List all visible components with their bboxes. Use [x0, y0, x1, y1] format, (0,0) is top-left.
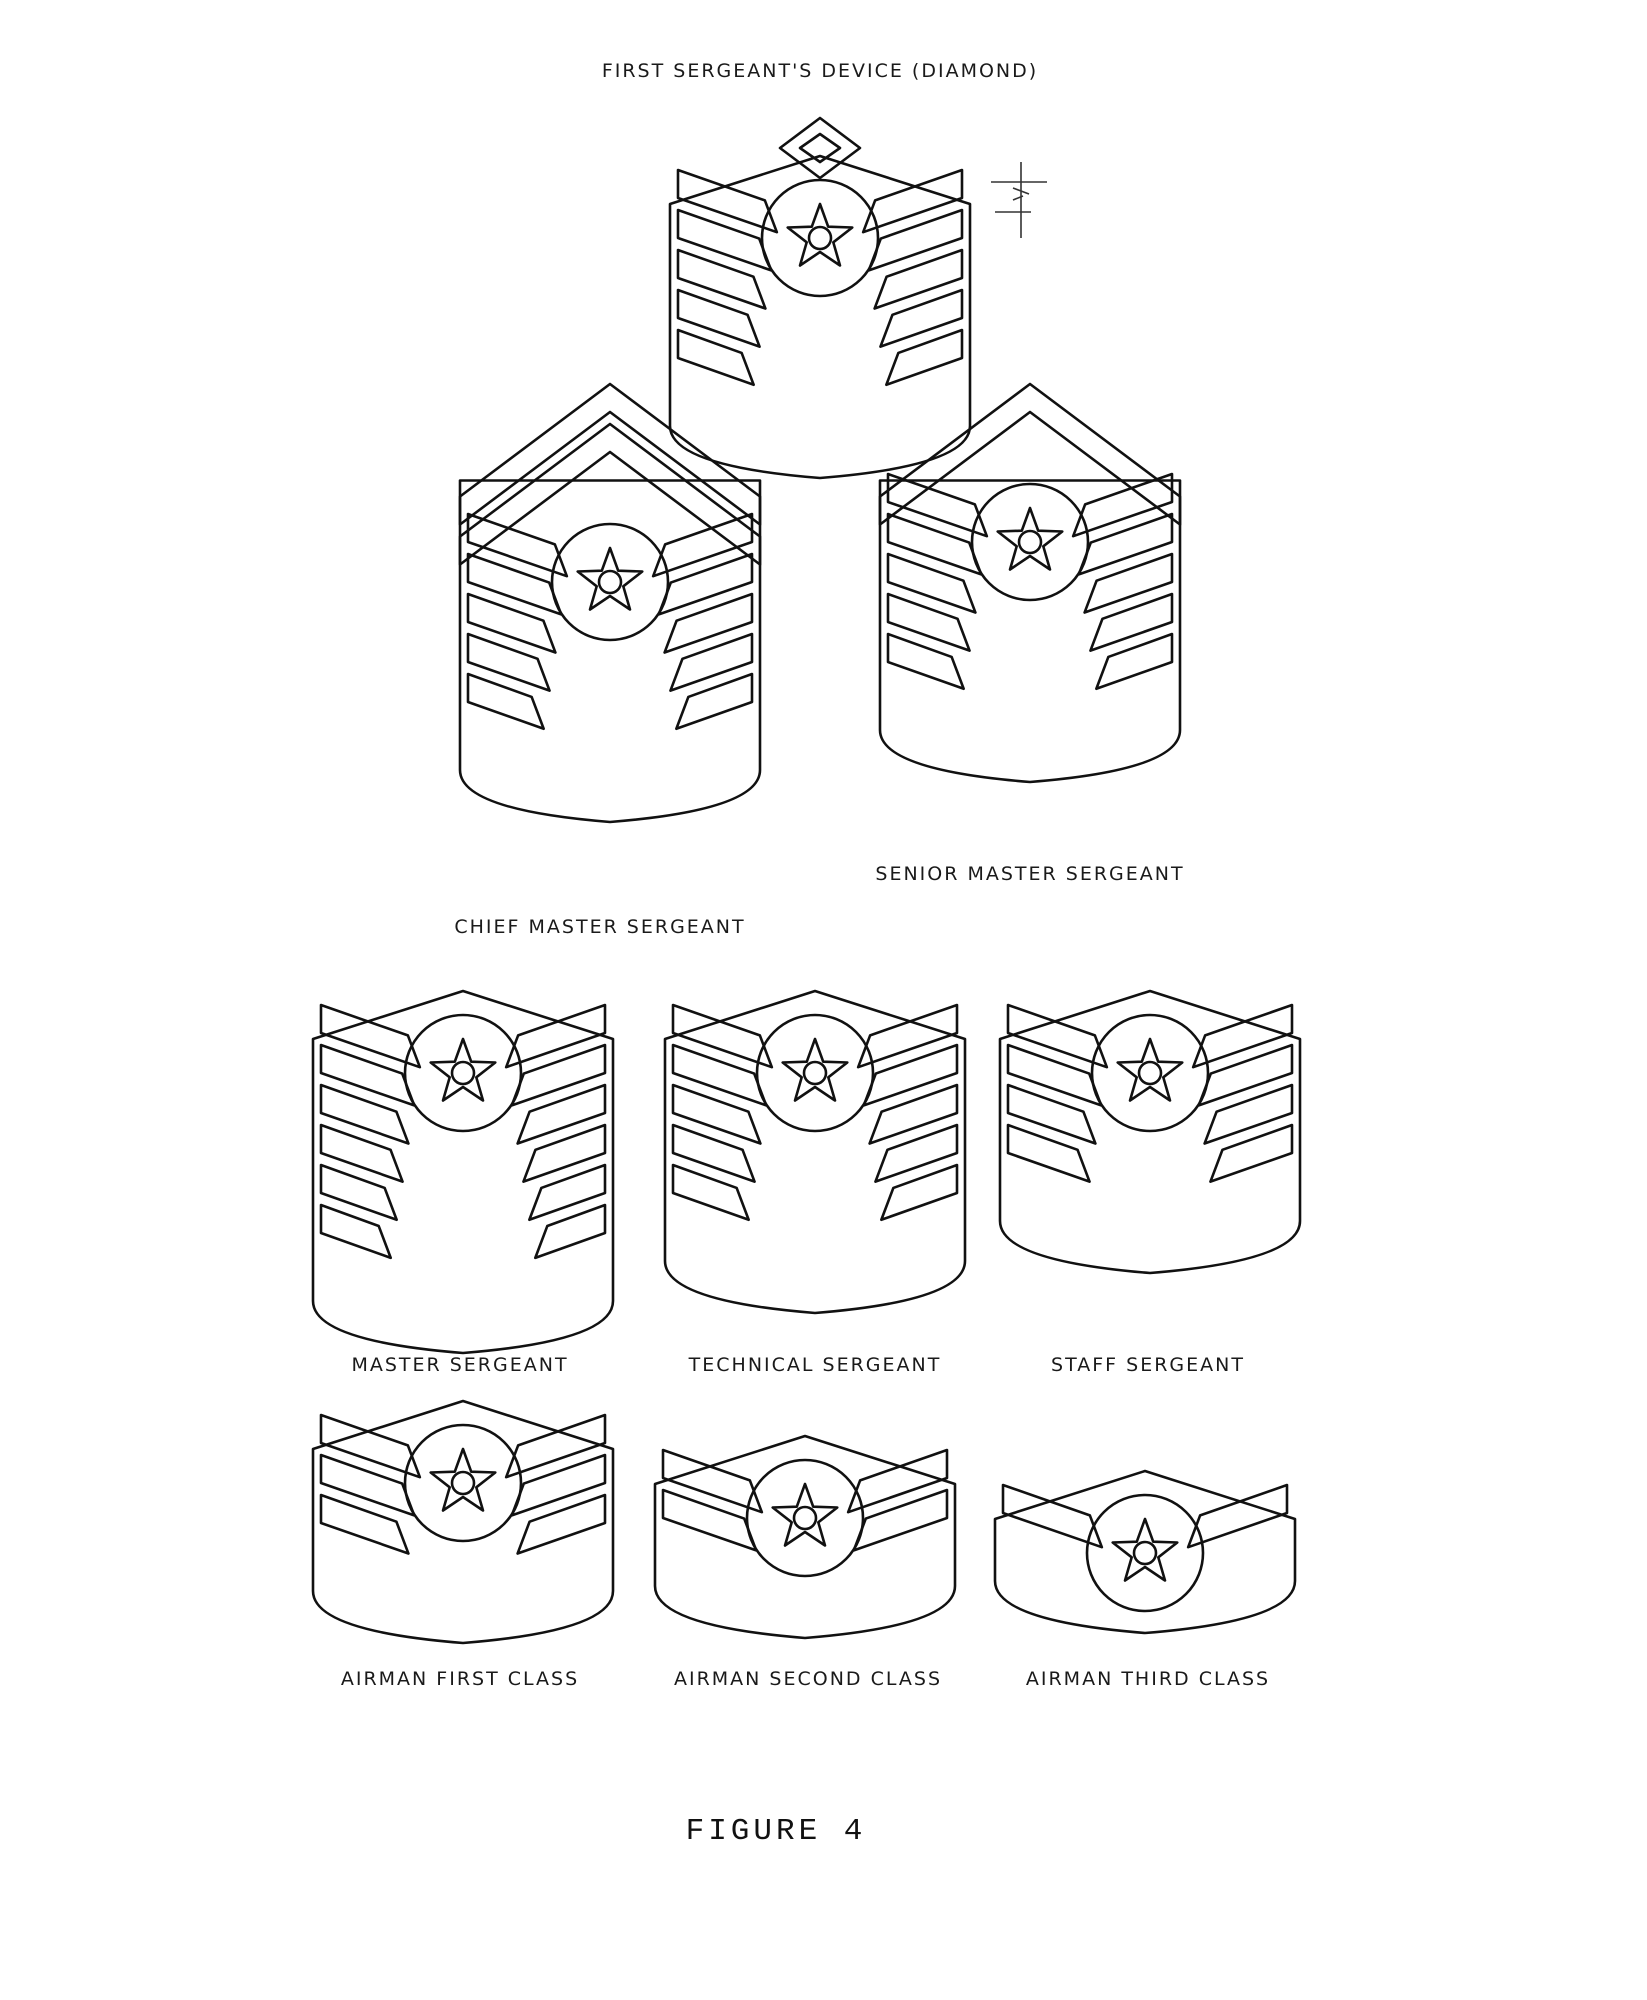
chief-master-sergeant-chevron-icon	[450, 380, 770, 890]
right-chevron-stripe	[1205, 1085, 1292, 1144]
star-center-circle-icon	[1019, 531, 1041, 553]
left-chevron-stripe	[321, 1125, 403, 1182]
master-sergeant-chevron-icon	[303, 985, 623, 1315]
right-chevron-stripe	[1085, 554, 1172, 613]
staff-sergeant-label: STAFF SERGEANT	[1051, 1354, 1245, 1376]
right-chevron-stripe	[512, 1455, 605, 1515]
insignia-outline	[655, 1436, 955, 1638]
right-chevron-stripe	[858, 1005, 957, 1067]
star-icon	[431, 1039, 496, 1101]
left-chevron-stripe	[663, 1490, 756, 1550]
left-chevron-stripe	[468, 554, 561, 614]
technical-sergeant-label: TECHNICAL SERGEANT	[688, 1354, 942, 1376]
airman-third-class-label: AIRMAN THIRD CLASS	[1025, 1668, 1271, 1690]
top-chevron-stripe	[880, 384, 1180, 525]
right-chevron-stripe	[518, 1495, 605, 1554]
right-chevron-stripe	[1079, 514, 1172, 574]
right-chevron-stripe	[506, 1415, 605, 1477]
emblem-circle-icon	[972, 484, 1088, 600]
right-chevron-stripe	[1188, 1485, 1287, 1547]
right-chevron-stripe	[1096, 634, 1172, 689]
airman-second-class-label: AIRMAN SECOND CLASS	[673, 1668, 943, 1690]
star-center-circle-icon	[1139, 1062, 1161, 1084]
right-chevron-stripe	[870, 1085, 957, 1144]
right-chevron-stripe	[653, 514, 752, 576]
right-chevron-stripe	[676, 674, 752, 729]
right-chevron-stripe	[875, 250, 962, 309]
airman-first-class-label: AIRMAN FIRST CLASS	[340, 1668, 580, 1690]
left-chevron-stripe	[888, 554, 975, 613]
right-chevron-stripe	[523, 1125, 605, 1182]
airman-first-class-chevron-icon	[303, 1395, 623, 1635]
left-chevron-stripe	[673, 1005, 772, 1067]
emblem-circle-icon	[552, 524, 668, 640]
star-icon	[1113, 1519, 1178, 1581]
left-chevron-stripe	[678, 250, 765, 309]
left-chevron-stripe	[321, 1495, 408, 1554]
emblem-circle-icon	[757, 1015, 873, 1131]
left-chevron-stripe	[321, 1045, 414, 1105]
star-center-circle-icon	[794, 1507, 816, 1529]
right-chevron-stripe	[875, 1125, 957, 1182]
right-chevron-stripe	[1210, 1125, 1292, 1182]
staff-sergeant-insignia	[990, 985, 1310, 1255]
first-sergeant-insignia	[660, 110, 980, 370]
left-chevron-stripe	[673, 1085, 760, 1144]
emblem-circle-icon	[747, 1460, 863, 1576]
star-icon	[431, 1449, 496, 1511]
right-chevron-stripe	[512, 1045, 605, 1105]
left-chevron-stripe	[1008, 1045, 1101, 1105]
senior-master-sergeant-insignia	[870, 380, 1190, 840]
star-icon	[998, 508, 1063, 570]
left-chevron-stripe	[1008, 1125, 1090, 1182]
diamond-inner-icon	[800, 134, 840, 162]
chief-master-sergeant-label: CHIEF MASTER SERGEANT	[454, 916, 746, 938]
star-icon	[773, 1484, 838, 1546]
star-center-circle-icon	[804, 1062, 826, 1084]
technical-sergeant-insignia	[655, 985, 975, 1285]
left-chevron-stripe	[468, 514, 567, 576]
emblem-circle-icon	[405, 1425, 521, 1541]
right-chevron-stripe	[864, 1045, 957, 1105]
first-sergeant-label: FIRST SERGEANT'S DEVICE (DIAMOND)	[601, 60, 1039, 82]
registration-mark-icon	[985, 160, 1055, 245]
left-chevron-stripe	[1003, 1485, 1102, 1547]
star-center-circle-icon	[452, 1062, 474, 1084]
left-chevron-stripe	[1008, 1085, 1095, 1144]
emblem-circle-icon	[1092, 1015, 1208, 1131]
right-chevron-stripe	[1199, 1045, 1292, 1105]
right-chevron-stripe	[506, 1005, 605, 1067]
right-chevron-stripe	[659, 554, 752, 614]
left-chevron-stripe	[888, 514, 981, 574]
left-chevron-stripe	[468, 674, 544, 729]
left-chevron-stripe	[678, 210, 771, 270]
left-chevron-stripe	[678, 330, 754, 385]
star-center-circle-icon	[599, 571, 621, 593]
right-chevron-stripe	[863, 170, 962, 232]
first-sergeant-chevron-icon	[660, 110, 980, 370]
airman-second-class-insignia	[645, 1430, 965, 1640]
staff-sergeant-chevron-icon	[990, 985, 1310, 1255]
chief-master-sergeant-insignia	[450, 380, 770, 890]
technical-sergeant-chevron-icon	[655, 985, 975, 1285]
left-chevron-stripe	[673, 1125, 755, 1182]
top-chevron-stripe	[460, 424, 760, 565]
left-chevron-stripe	[678, 290, 760, 347]
left-chevron-stripe	[468, 634, 550, 691]
right-chevron-stripe	[854, 1490, 947, 1550]
left-chevron-stripe	[321, 1455, 414, 1515]
right-chevron-stripe	[1090, 594, 1172, 651]
left-chevron-stripe	[673, 1045, 766, 1105]
right-chevron-stripe	[848, 1450, 947, 1512]
emblem-circle-icon	[1087, 1495, 1203, 1611]
master-sergeant-label: MASTER SERGEANT	[351, 1354, 569, 1376]
diamond-outer-icon	[780, 118, 860, 178]
left-chevron-stripe	[678, 170, 777, 232]
left-chevron-stripe	[321, 1165, 397, 1220]
right-chevron-stripe	[529, 1165, 605, 1220]
left-chevron-stripe	[468, 594, 555, 653]
star-center-circle-icon	[1134, 1542, 1156, 1564]
right-chevron-stripe	[880, 290, 962, 347]
senior-master-sergeant-label: SENIOR MASTER SERGEANT	[875, 863, 1185, 885]
star-icon	[578, 548, 643, 610]
right-chevron-stripe	[886, 330, 962, 385]
left-chevron-stripe	[673, 1165, 749, 1220]
left-chevron-stripe	[663, 1450, 762, 1512]
left-chevron-stripe	[321, 1005, 420, 1067]
left-chevron-stripe	[321, 1085, 408, 1144]
airman-third-class-insignia	[985, 1465, 1305, 1640]
star-center-circle-icon	[809, 227, 831, 249]
right-chevron-stripe	[665, 594, 752, 653]
master-sergeant-insignia	[303, 985, 623, 1315]
left-chevron-stripe	[888, 474, 987, 536]
senior-master-sergeant-chevron-icon	[870, 380, 1190, 840]
star-icon	[783, 1039, 848, 1101]
emblem-circle-icon	[405, 1015, 521, 1131]
emblem-circle-icon	[762, 180, 878, 296]
airman-first-class-insignia	[303, 1395, 623, 1635]
right-chevron-stripe	[1193, 1005, 1292, 1067]
star-icon	[1118, 1039, 1183, 1101]
right-chevron-stripe	[1073, 474, 1172, 536]
left-chevron-stripe	[888, 594, 970, 651]
figure-caption: FIGURE 4	[685, 1814, 867, 1849]
right-chevron-stripe	[869, 210, 962, 270]
left-chevron-stripe	[888, 634, 964, 689]
right-chevron-stripe	[881, 1165, 957, 1220]
right-chevron-stripe	[518, 1085, 605, 1144]
left-chevron-stripe	[321, 1415, 420, 1477]
star-icon	[788, 204, 853, 266]
airman-third-class-chevron-icon	[985, 1465, 1305, 1640]
left-chevron-stripe	[1008, 1005, 1107, 1067]
right-chevron-stripe	[670, 634, 752, 691]
insignia-outline	[313, 1401, 613, 1643]
star-center-circle-icon	[452, 1472, 474, 1494]
airman-second-class-chevron-icon	[645, 1430, 965, 1640]
